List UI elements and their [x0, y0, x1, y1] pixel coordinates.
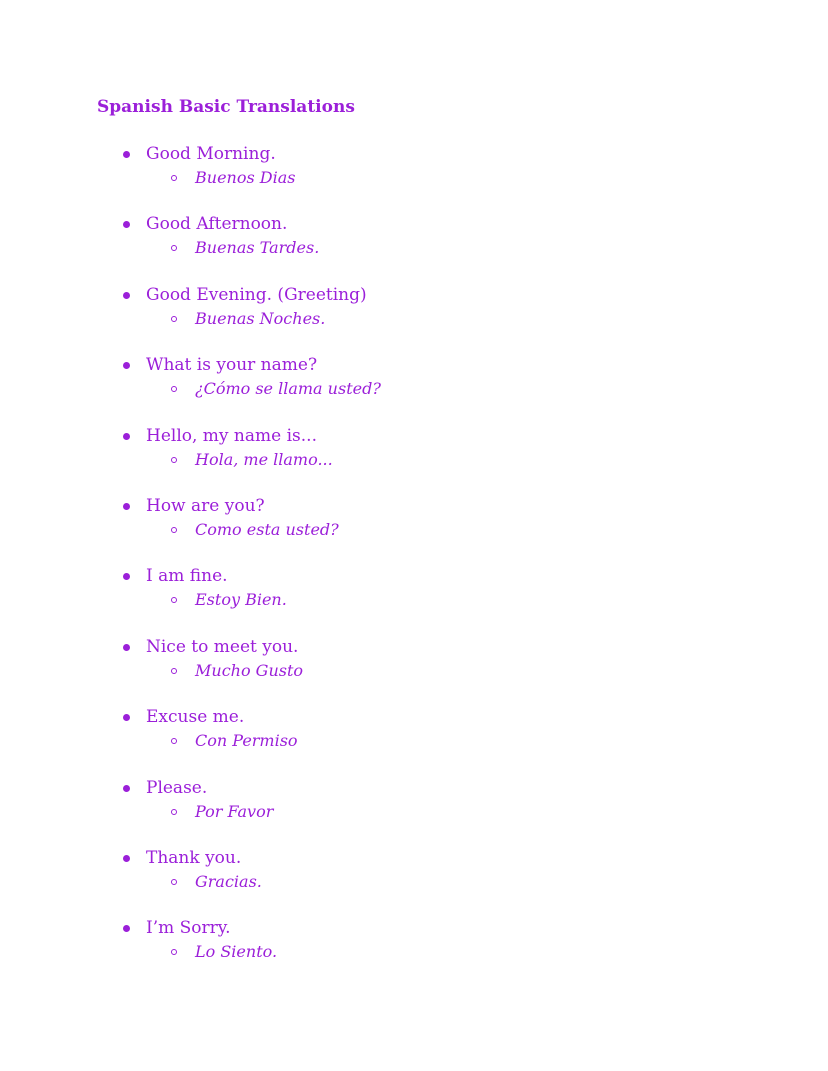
spanish-translation: Buenas Noches.	[195, 308, 326, 328]
document-title: Spanish Basic Translations	[97, 97, 355, 117]
english-phrase: I’m Sorry.	[146, 918, 231, 939]
spanish-translation: Como esta usted?	[195, 519, 339, 539]
spanish-translation: Mucho Gusto	[195, 660, 304, 680]
bullet-icon	[123, 151, 130, 158]
sub-bullet-icon	[171, 527, 177, 533]
spanish-translation: Hola, me llamo...	[195, 449, 333, 469]
spanish-translation: Estoy Bien.	[195, 590, 287, 610]
sub-bullet-icon	[171, 386, 177, 392]
spanish-translation: Con Permiso	[195, 731, 298, 751]
spanish-translation: Buenos Dias	[195, 168, 296, 187]
english-phrase: Good Morning.	[146, 144, 276, 164]
bullet-icon	[123, 714, 130, 721]
sub-bullet-icon	[171, 809, 177, 815]
english-phrase: How are you?	[146, 495, 265, 516]
english-phrase: I am fine.	[146, 566, 228, 587]
bullet-icon	[123, 855, 130, 862]
bullet-icon	[123, 503, 130, 510]
sub-bullet-icon	[171, 316, 177, 322]
sub-bullet-icon	[171, 738, 177, 744]
spanish-translation: ¿Cómo se llama usted?	[195, 379, 381, 399]
spanish-translation: Buenas Tardes.	[195, 238, 320, 258]
bullet-icon	[123, 573, 130, 580]
spanish-translation: Lo Siento.	[195, 942, 278, 962]
spanish-translation: Por Favor	[195, 801, 274, 821]
sub-bullet-icon	[171, 879, 177, 885]
sub-bullet-icon	[171, 597, 177, 603]
spanish-translation: Gracias.	[195, 871, 262, 891]
english-phrase: Hello, my name is...	[146, 425, 317, 446]
sub-bullet-icon	[171, 245, 177, 251]
bullet-icon	[123, 644, 130, 651]
sub-bullet-icon	[171, 175, 177, 181]
english-phrase: Thank you.	[146, 847, 242, 868]
english-phrase: What is your name?	[146, 355, 318, 376]
sub-bullet-icon	[171, 668, 177, 674]
sub-bullet-icon	[171, 457, 177, 463]
bullet-icon	[123, 925, 130, 932]
english-phrase: Please.	[146, 777, 208, 798]
bullet-icon	[123, 362, 130, 369]
sub-bullet-icon	[171, 949, 177, 955]
english-phrase: Nice to meet you.	[146, 636, 299, 657]
english-phrase: Excuse me.	[146, 707, 245, 728]
bullet-icon	[123, 785, 130, 792]
bullet-icon	[123, 433, 130, 440]
english-phrase: Good Afternoon.	[146, 214, 288, 235]
bullet-icon	[123, 221, 130, 228]
bullet-icon	[123, 292, 130, 299]
english-phrase: Good Evening. (Greeting)	[146, 284, 367, 305]
